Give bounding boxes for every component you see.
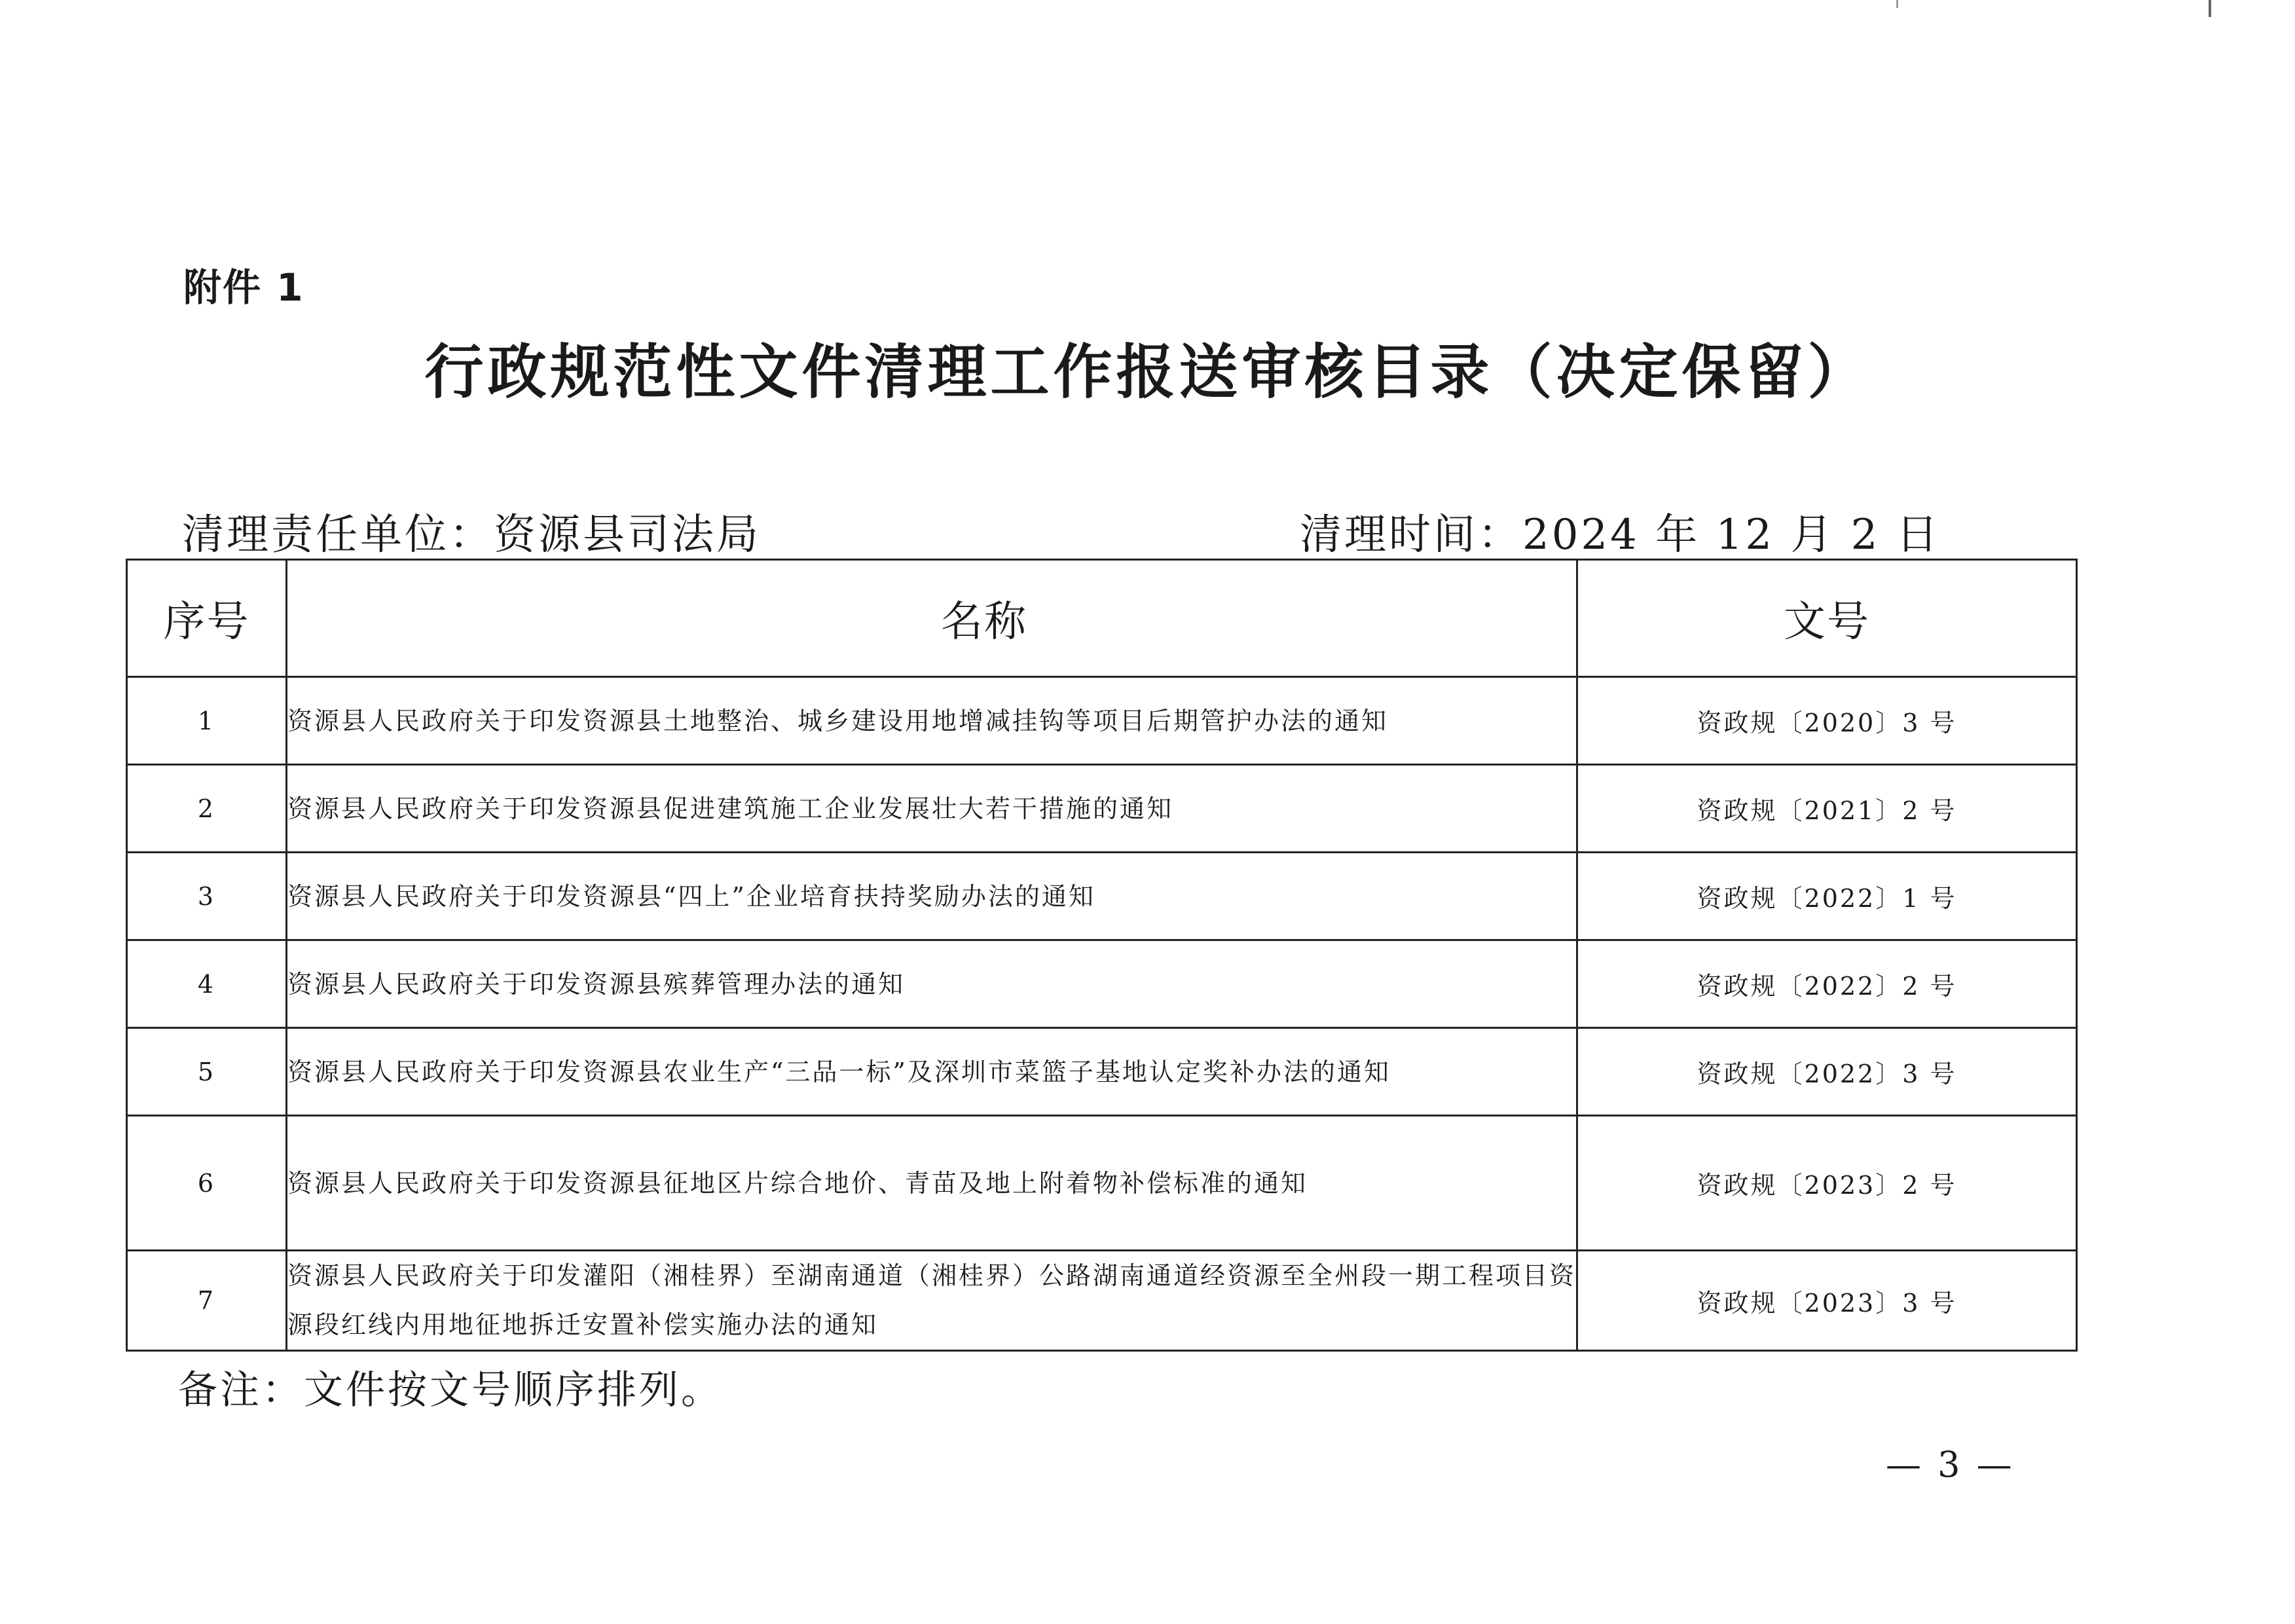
row-doc-no: 资政规〔2022〕3 号 bbox=[1577, 1028, 2077, 1116]
row-name: 资源县人民政府关于印发资源县殡葬管理办法的通知 bbox=[287, 940, 1577, 1028]
row-doc-no: 资政规〔2023〕2 号 bbox=[1577, 1116, 2077, 1251]
footnote: 备注：文件按文号顺序排列。 bbox=[178, 1367, 723, 1413]
row-no: 5 bbox=[127, 1028, 287, 1116]
row-name: 资源县人民政府关于印发资源县征地区片综合地价、青苗及地上附着物补偿标准的通知 bbox=[287, 1116, 1577, 1251]
header-name: 名称 bbox=[287, 560, 1577, 677]
table-row bbox=[127, 1028, 2077, 1116]
scan-mark bbox=[1896, 0, 1898, 8]
row-no: 3 bbox=[127, 853, 287, 940]
row-name: 资源县人民政府关于印发资源县促进建筑施工企业发展壮大若干措施的通知 bbox=[287, 765, 1577, 853]
row-no: 7 bbox=[127, 1251, 287, 1351]
document-title: 行政规范性文件清理工作报送审核目录（决定保留） bbox=[424, 338, 1871, 407]
row-no: 2 bbox=[127, 765, 287, 853]
row-no: 1 bbox=[127, 677, 287, 765]
header-doc-no: 文号 bbox=[1577, 560, 2077, 677]
table-row bbox=[127, 1251, 2077, 1351]
row-name: 资源县人民政府关于印发资源县农业生产“三品一标”及深圳市菜篮子基地认定奖补办法的通知 bbox=[287, 1028, 1577, 1116]
table-row bbox=[127, 677, 2077, 765]
row-doc-no: 资政规〔2022〕2 号 bbox=[1577, 940, 2077, 1028]
row-doc-no: 资政规〔2020〕3 号 bbox=[1577, 677, 2077, 765]
cleanup-time: 清理时间：2024 年 12 月 2 日 bbox=[1300, 511, 1941, 559]
file-list-table bbox=[126, 559, 2078, 1352]
responsible-unit: 清理责任单位：资源县司法局 bbox=[182, 511, 761, 559]
table-row bbox=[127, 940, 2077, 1028]
row-doc-no: 资政规〔2021〕2 号 bbox=[1577, 765, 2077, 853]
attachment-label: 附件 1 bbox=[183, 265, 304, 310]
row-name: 资源县人民政府关于印发资源县“四上”企业培育扶持奖励办法的通知 bbox=[287, 853, 1577, 940]
header-no: 序号 bbox=[127, 560, 287, 677]
table-row bbox=[127, 765, 2077, 853]
table-header-row bbox=[127, 560, 2077, 677]
scan-mark bbox=[2209, 0, 2211, 17]
table-row bbox=[127, 853, 2077, 940]
table-row bbox=[127, 1116, 2077, 1251]
row-name: 资源县人民政府关于印发灌阳（湘桂界）至湖南通道（湘桂界）公路湖南通道经资源至全州段一期工程项目资源段红线内用地征地拆迁安置补偿实施办法的通知 bbox=[287, 1251, 1577, 1351]
page-number: — 3 — bbox=[1886, 1444, 2015, 1485]
row-no: 4 bbox=[127, 940, 287, 1028]
row-name: 资源县人民政府关于印发资源县土地整治、城乡建设用地增减挂钩等项目后期管护办法的通知 bbox=[287, 677, 1577, 765]
row-doc-no: 资政规〔2023〕3 号 bbox=[1577, 1251, 2077, 1351]
row-doc-no: 资政规〔2022〕1 号 bbox=[1577, 853, 2077, 940]
row-no: 6 bbox=[127, 1116, 287, 1251]
